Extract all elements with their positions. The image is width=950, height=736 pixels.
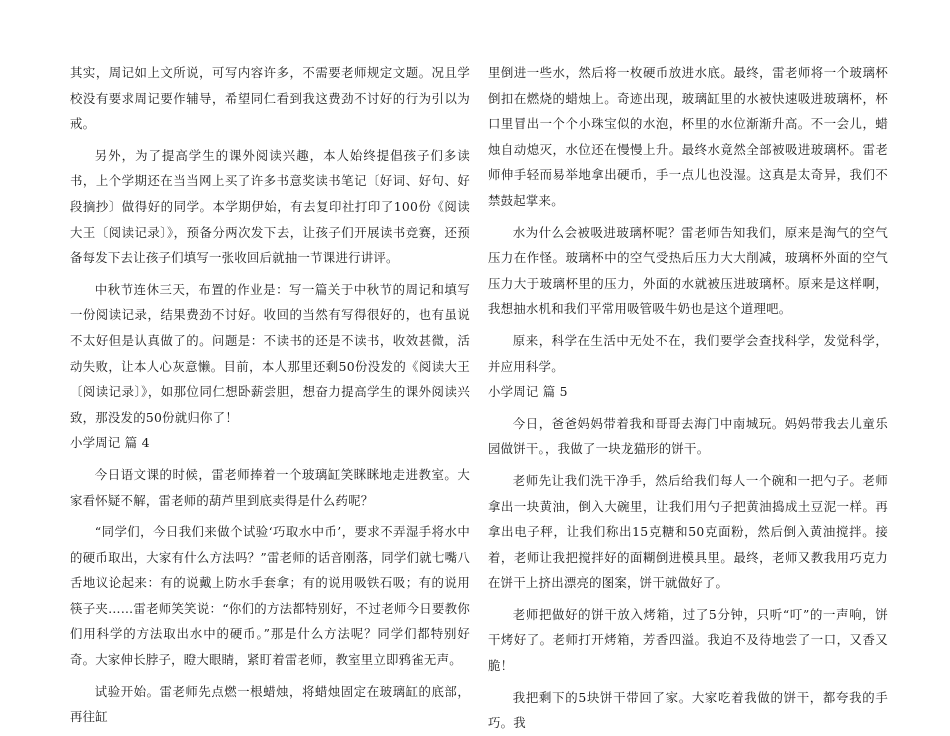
paragraph: 老师先让我们洗干净手，然后给我们每人一个碗和一把勺子。老师拿出一块黄油，倒入大碗里，让我们用勺子把黄油捣成土豆泥一样。再拿出电子秤，让我们称出15克糖和50克面粉，然后倒入黄油搅拌。接着，老师让我把搅拌好的面糊倒进模具里。最终，老师又教我用巧克力在饼干上挤出漂亮的图案，饼干就做好了。 <box>488 472 888 591</box>
paragraph: 其实，周记如上文所说，可写内容许多，不需要老师规定文题。况且学校没有要求周记要作辅导，希望同仁看到我这费劲不讨好的行为引以为戒。 <box>70 65 470 132</box>
paragraph: 原来，科学在生活中无处不在，我们要学会查找科学，发觉科学，并应用科学。 <box>488 332 888 374</box>
paragraph: 今日语文课的时候，雷老师捧着一个玻璃缸笑眯眯地走进教室。大家看怀疑不解，雷老师的葫芦里到底卖得是什么药呢？ <box>70 466 470 508</box>
paragraph: 水为什么会被吸进玻璃杯呢？雷老师告知我们，原来是淘气的空气压力在作怪。玻璃杯中的空气受热后压力大大削减，玻璃杯外面的空气压力大于玻璃杯里的压力，外面的水就被压进玻璃杯。原来是这样啊，我想抽水机和我们平常用吸管吸牛奶也是这个道理吧。 <box>488 224 888 317</box>
section-heading: 小学周记 篇 4 <box>70 435 150 451</box>
section-heading: 小学周记 篇 5 <box>488 384 568 400</box>
paragraph: 试验开始。雷老师先点燃一根蜡烛，将蜡烛固定在玻璃缸的底部，再往缸 <box>70 683 470 725</box>
paragraph: 里倒进一些水，然后将一枚硬币放进水底。最终，雷老师将一个玻璃杯倒扣在燃烧的蜡烛上。奇迹出现，玻璃缸里的水被快速吸进玻璃杯，杯口里冒出一个个小珠宝似的水泡，杯里的水位渐渐升高。不一会儿，蜡烛自动熄灭，水位还在慢慢上升。最终水竟然全部被吸进玻璃杯。雷老师伸手轻而易举地拿出硬币，手一点儿也没湿。这真是太奇异，我们不禁鼓起掌来。 <box>488 65 888 208</box>
paragraph: 中秋节连休三天，布置的作业是：写一篇关于中秋节的周记和填写一份阅读记录，结果费劲不讨好。收回的当然有写得很好的，也有虽说不太好但是认真做了的。问题是：不读书的还是不读书，收效甚微，活动失败，让本人心灰意懒。目前，本人那里还剩50份没发的《阅读大王〔阅读记录〕》，如那位同仁想卧薪尝胆，想奋力提高学生的课外阅读兴致，那没发的50份就归你了！ <box>70 281 470 425</box>
paragraph: “同学们，今日我们来做个试验‘巧取水中币’，要求不弄湿手将水中的硬币取出，大家有什么方法吗？”雷老师的话音刚落，同学们就七嘴八舌地议论起来：有的说戴上防水手套拿；有的说用吸铁石吸；有的说用筷子夹……雷老师笑笑说：“你们的方法都特别好，不过老师今日要教你们用科学的方法取出水中的硬币。”那是什么方法呢？同学们都特别好奇。大家伸长脖子，瞪大眼睛，紧盯着雷老师，教室里立即鸦雀无声。 <box>70 524 470 668</box>
left-column <box>70 60 470 730</box>
paragraph: 今日，爸爸妈妈带着我和哥哥去海门中南城玩。妈妈带我去儿童乐园做饼干。，我做了一块龙猫形的饼干。 <box>488 415 888 457</box>
right-column <box>488 60 888 736</box>
paragraph: 另外，为了提高学生的课外阅读兴趣，本人始终提倡孩子们多读书，上个学期还在当当网上买了许多书意奖读书笔记〔好词、好句、好段摘抄〕做得好的同学。本学期伊始，有去复印社打印了100份《阅读大王〔阅读记录〕》，预备分两次发下去，让孩子们开展读书竞赛，还预备每发下去让孩子们填写一张收回后就抽一节课进行讲评。 <box>70 147 470 266</box>
paragraph: 老师把做好的饼干放入烤箱，过了5分钟，只听“叮”的一声响，饼干烤好了。老师打开烤箱，芳香四溢。我迫不及待地尝了一口，又香又脆！ <box>488 606 888 674</box>
paragraph: 我把剩下的5块饼干带回了家。大家吃着我做的饼干，都夸我的手巧。我 <box>488 689 888 731</box>
